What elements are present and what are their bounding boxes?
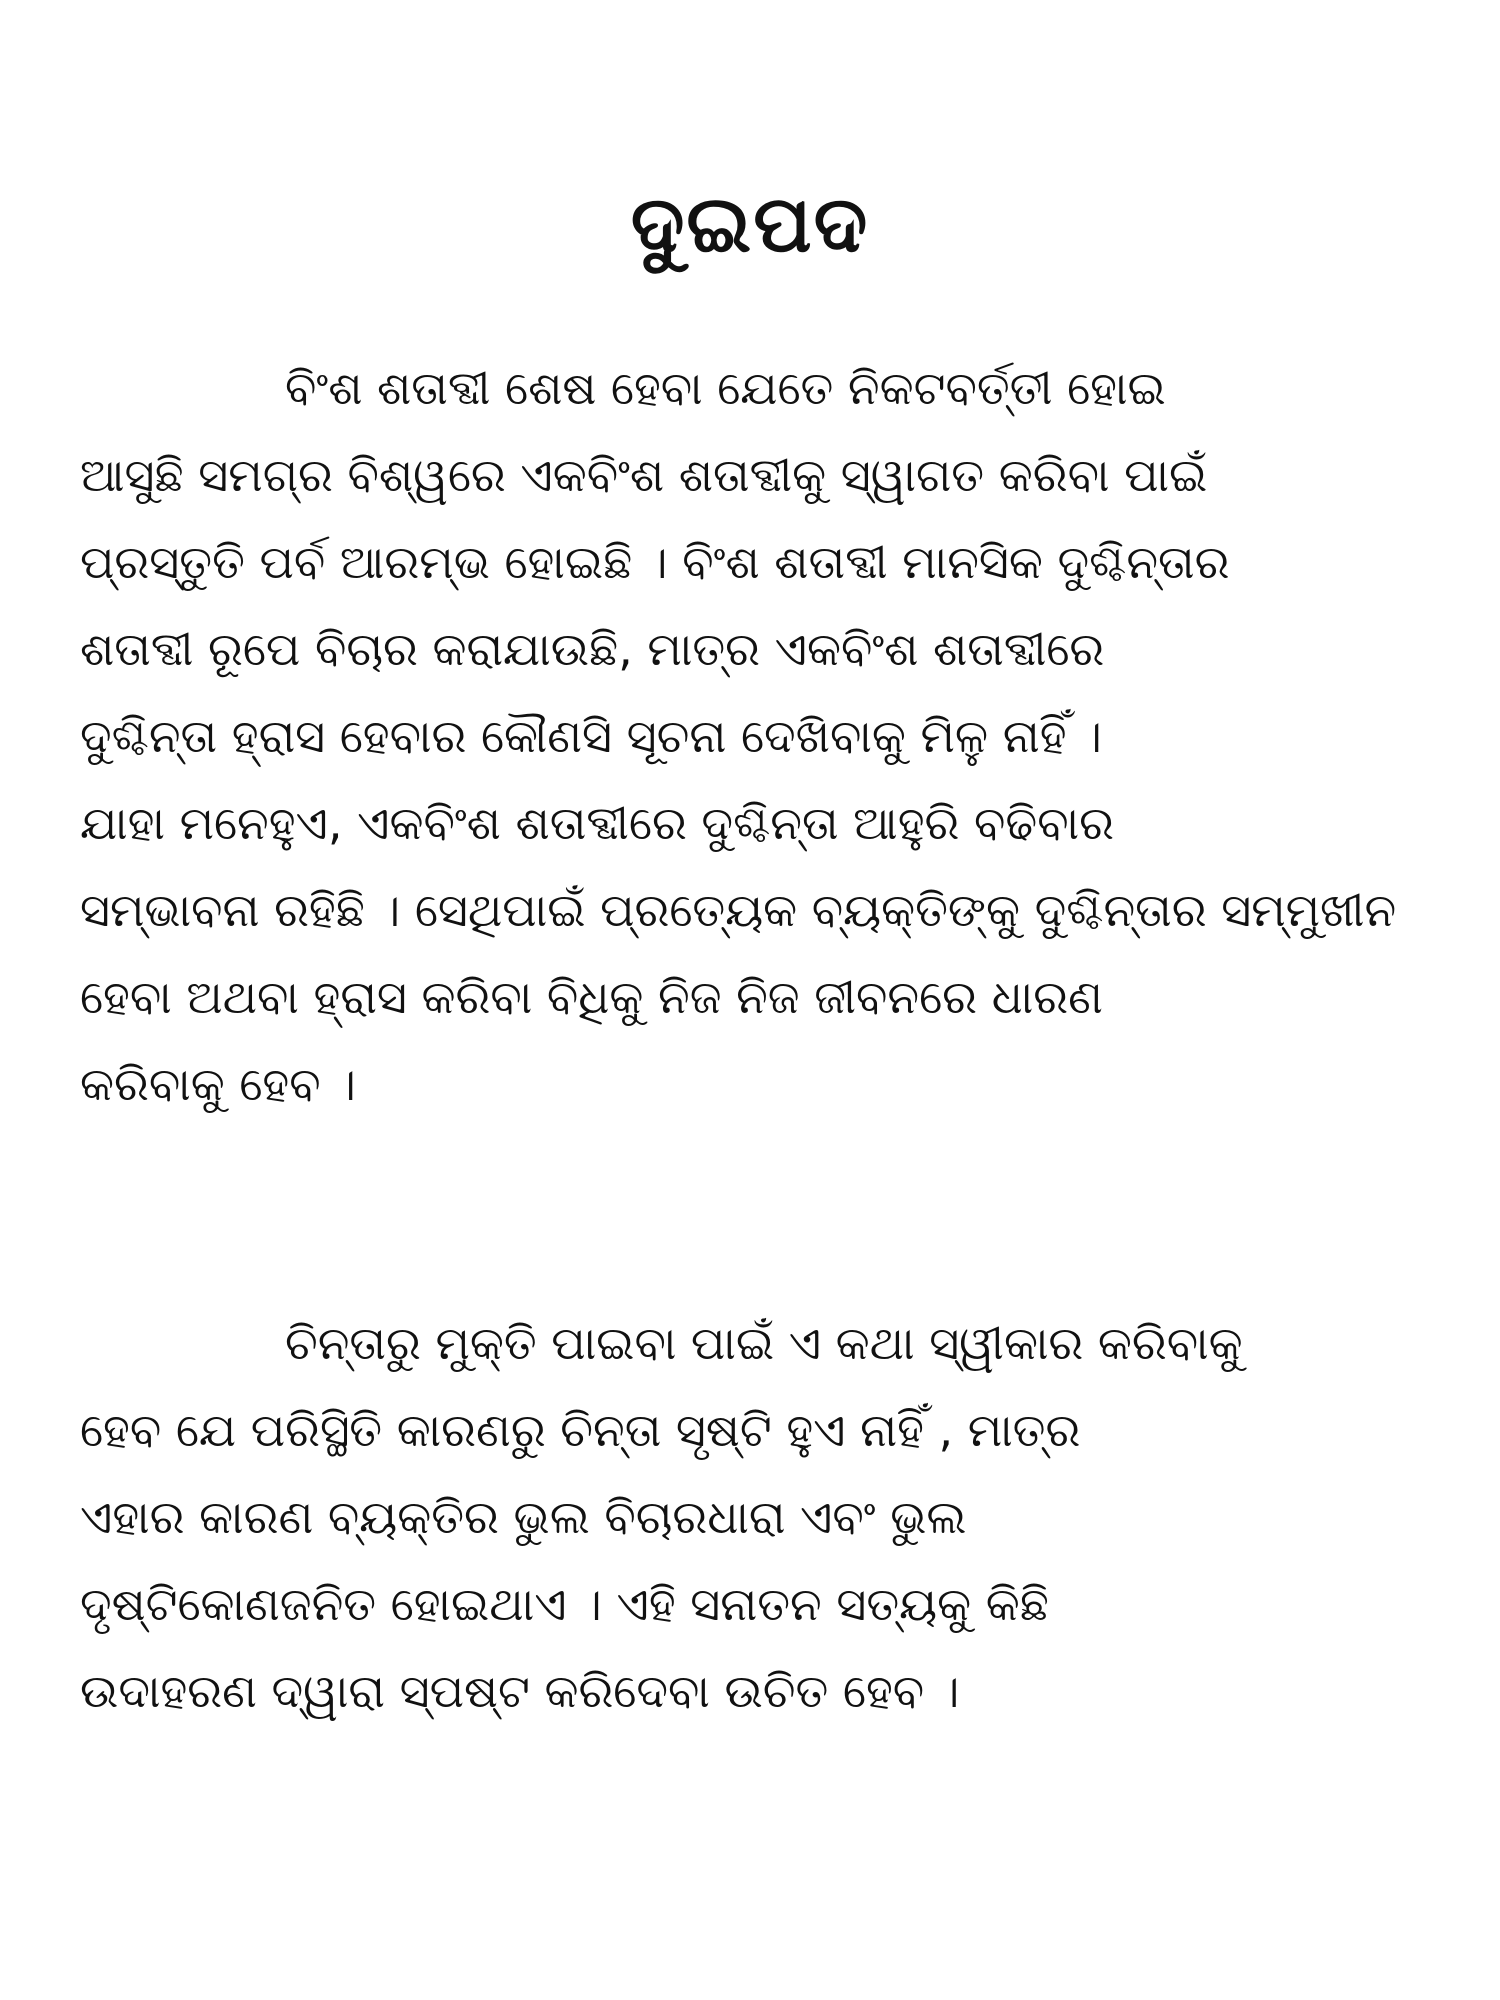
text-line: କରିବାକୁ ହେବ । bbox=[80, 1057, 356, 1111]
text-line: ବିଂଶ ଶତାବ୍ଦୀ ଶେଷ ହେବା ଯେତେ ନିକଟବର୍ତ୍ତୀ ହୋଇ bbox=[285, 361, 1166, 415]
page-title: ଦୁଇପଦ bbox=[630, 180, 870, 270]
text-line: ଚିନ୍ତାରୁ ମୁକ୍ତି ପାଇବା ପାଇଁ ଏ କଥା ସ୍ୱୀକାର କରିବାକୁ bbox=[285, 1316, 1243, 1370]
text-line: ଦୁଶ୍ଚିନ୍ତା ହ୍ରାସ ହେବାର କୌଣସି ସୂଚନା ଦେଖିବାକୁ ମିଳୁ ନାହିଁ । bbox=[80, 709, 1102, 763]
paragraph-1 bbox=[80, 345, 1420, 1128]
text-line: ଦୃଷ୍ଟିକୋଣଜନିତ ହୋଇଥାଏ । ଏହି ସନାତନ ସତ୍ୟକୁ କିଛି bbox=[80, 1577, 1049, 1631]
text-line: ଉଦାହରଣ ଦ୍ୱାରା ସ୍ପଷ୍ଟ କରିଦେବା ଉଚିତ ହେବ । bbox=[80, 1664, 960, 1718]
text-line: ସମ୍ଭାବନା ରହିଛି । ସେଥିପାଇଁ ପ୍ରତ୍ୟେକ ବ୍ୟକ୍ତିଙ୍କୁ ଦୁଶ୍ଚିନ୍ତାର ସମ୍ମୁଖୀନ bbox=[80, 883, 1397, 937]
text-line: ଶତାବ୍ଦୀ ରୂପେ ବିଚାର କରାଯାଉଛି, ମାତ୍ର ଏକବିଂଶ ଶତାବ୍ଦୀରେ bbox=[80, 622, 1105, 676]
text-line: ହେବା ଅଥବା ହ୍ରାସ କରିବା ବିଧିକୁ ନିଜ ନିଜ ଜୀବନରେ ଧାରଣ bbox=[80, 970, 1103, 1024]
text-line: ପ୍ରସ୍ତୁତି ପର୍ବ ଆରମ୍ଭ ହୋଇଛି । ବିଂଶ ଶତାବ୍ଦୀ ମାନସିକ ଦୁଶ୍ଚିନ୍ତାର bbox=[80, 535, 1230, 589]
paragraph-2 bbox=[80, 1300, 1420, 1735]
text-line: ହେବ ଯେ ପରିସ୍ଥିତି କାରଣରୁ ଚିନ୍ତା ସୃଷ୍ଟି ହୁଏ ନାହିଁ , ମାତ୍ର bbox=[80, 1403, 1081, 1457]
text-line: ଯାହା ମନେହୁଏ, ଏକବିଂଶ ଶତାବ୍ଦୀରେ ଦୁଶ୍ଚିନ୍ତା ଆହୁରି ବଢିବାର bbox=[80, 796, 1114, 850]
text-line: ଏହାର କାରଣ ବ୍ୟକ୍ତିର ଭୁଲ ବିଚାରଧାରା ଏବଂ ଭୁଲ bbox=[80, 1490, 967, 1544]
text-line: ଆସୁଛି ସମଗ୍ର ବିଶ୍ୱରେ ଏକବିଂଶ ଶତାବ୍ଦୀକୁ ସ୍ୱାଗତ କରିବା ପାଇଁ bbox=[80, 448, 1208, 502]
